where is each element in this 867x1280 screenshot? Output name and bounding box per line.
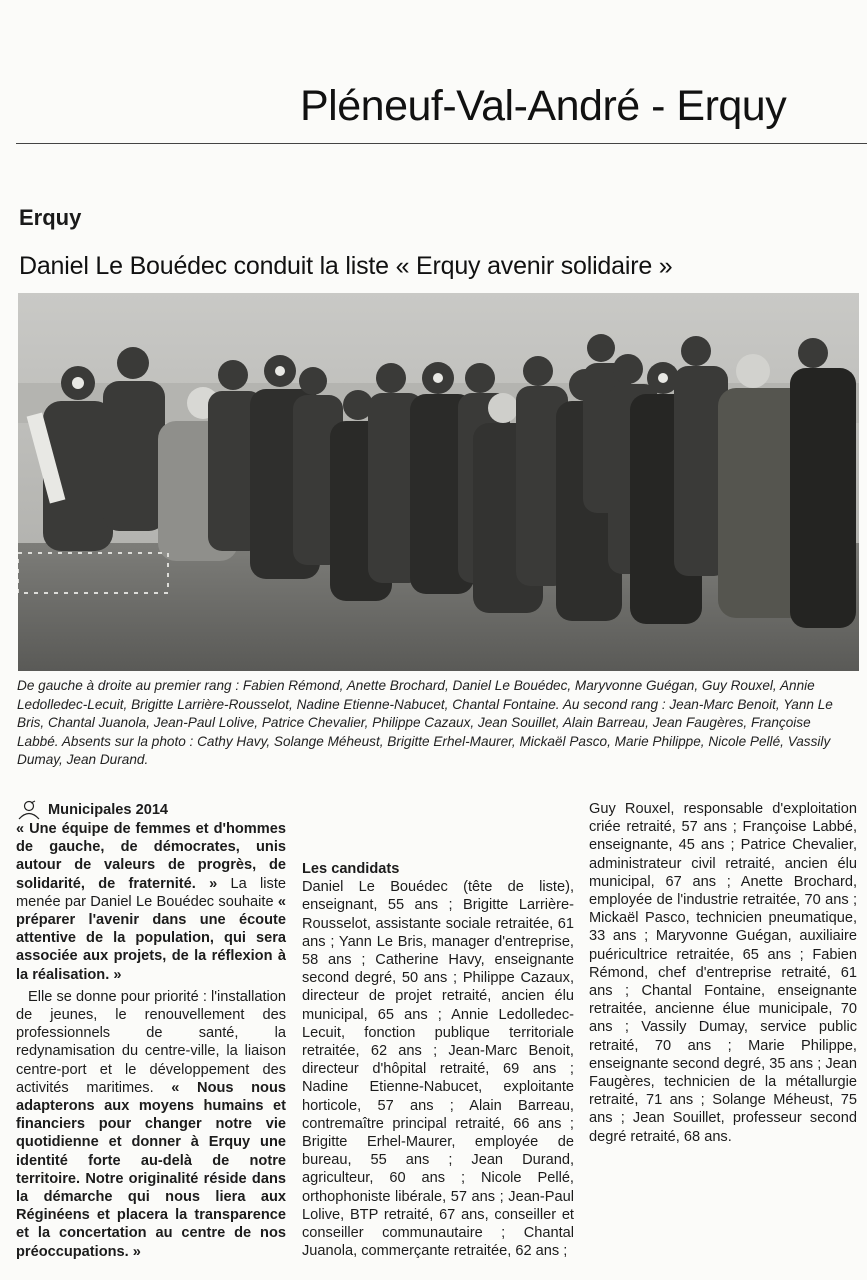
priorities-text: Elle se donne pour priorité : l'installation de jeunes, le renouvellement des professionnels de santé, la redynamisation du centre-ville, la liaison centre-port et le développement des activités maritimes. [16, 988, 286, 1096]
article-column-3 [589, 800, 857, 1146]
candidates-list-continued: Guy Rouxel, responsable d'exploitation criée retraité, 57 ans ; Françoise Labbé, enseignante, 45 ans ; Patrice Chevalier, administrateur civil retraité, ancien élu municipal, 67 ans ; Anette Brochard, employée de l'industrie retraitée, 70 ans ; Mickaël Pasco, technicien pneumatique, 33 ans ; Maryvonne Guégan, auxiliaire puéricultrice retraitée, 65 ans ; Fabien Rémond, chef d'entreprise retraité, 61 ans ; Chantal Fontaine, enseignante retraitée, ancienne élue municipale, 70 ans ; Vassily Dumay, service public retraité, 70 ans ; Marie Philippe, enseignante second degré, 35 ans ; Jean Faugères, technicien de la métallurgie retraité, 71 ans ; Solange Méheust, 75 ans ; Jean Souillet, professeur second degré retraité, 68 ans. [589, 801, 857, 1145]
rubrique-label: Erquy [19, 205, 82, 230]
article-paragraph-1 [16, 820, 286, 984]
article-column-1 [16, 800, 286, 1261]
masthead-title: Pléneuf-Val-André - Erquy [300, 82, 787, 130]
priorities-quote: « Nous nous adapterons aux moyens humains et financiers pour changer notre vie quotidienne et donner à Erquy une identité forte au-delà de notre territoire. Notre originalité réside dans la démarche qui nous liera aux Réginéens et placera la transparence et la concertation au centre de nos préoccupations. » [16, 1079, 286, 1260]
section-title-text: Municipales 2014 [48, 801, 169, 818]
article-headline: Daniel Le Bouédec conduit la liste « Erquy avenir solidaire » [19, 252, 673, 280]
intro-quote: « Une équipe de femmes et d'hommes de gauche, de démocrates, unis autour de valeurs de progrès, de solidarité, de fraternité. » [16, 821, 286, 892]
municipales-person-icon [16, 800, 42, 820]
candidates-list: Daniel Le Bouédec (tête de liste), enseignant, 55 ans ; Brigitte Larrière-Rousselot, assistante sociale retraitée, 61 ans ; Yann Le Bris, manager d'entreprise, 58 ans ; Catherine Havy, enseignante second degré, 50 ans ; Philippe Cazaux, directeur de projet retraité, ancien élu municipal, 65 ans ; Annie Ledolledec-Lecuit, fonction publique territoriale retraitée, 62 ans ; Jean-Marc Benoit, directeur d'hôpital retraité, 69 ans ; Nadine Etienne-Nabucet, exploitante horticole, 57 ans ; Alain Barreau, contremaître principal retraité, 66 ans ; Brigitte Erhel-Maurer, employée de bureau, 55 ans ; Jean Durand, agriculteur, 60 ans ; Nicole Pellé, orthophoniste libérale, 57 ans ; Jean-Paul Lolive, BTP retraité, 67 ans, conseiller et conseiller communautaire ; Chantal Juanola, commerçante retraitée, 62 ans ; [302, 879, 574, 1260]
article-column-2 [302, 800, 574, 1260]
group-photo [18, 293, 859, 671]
header-rule [16, 143, 867, 144]
section-title [16, 800, 286, 820]
intro-text: La liste menée par Daniel Le Bouédec souhaite [16, 875, 287, 910]
article-paragraph-2 [16, 988, 286, 1261]
group-photo-icon [18, 293, 859, 671]
candidates-subhead: Les candidats [302, 861, 400, 877]
photo-caption: De gauche à droite au premier rang : Fabien Rémond, Anette Brochard, Daniel Le Bouédec, Maryvonne Guégan, Guy Rouxel, Annie Ledolledec-Lecuit, Brigitte Larrière-Rousselot, Nadine Etienne-Nabucet, Chantal Fontaine. Au second rang : Jean-Marc Benoit, Yann Le Bris, Chantal Juanola, Jean-Paul Lolive, Patrice Chevalier, Philippe Cazaux, Jean Souillet, Alain Barreau, Jean Faugères, Françoise Labbé. Absents sur la photo : Cathy Havy, Solange Méheust, Brigitte Erhel-Maurer, Mickaël Pasco, Marie Philippe, Nicole Pellé, Vassily Dumay, Jean Durand. [17, 678, 833, 768]
intro-quote-2: « préparer l'avenir dans une écoute attentive de la population, qui sera associée aux projets, de la réflexion à la réalisation. » [16, 893, 286, 983]
